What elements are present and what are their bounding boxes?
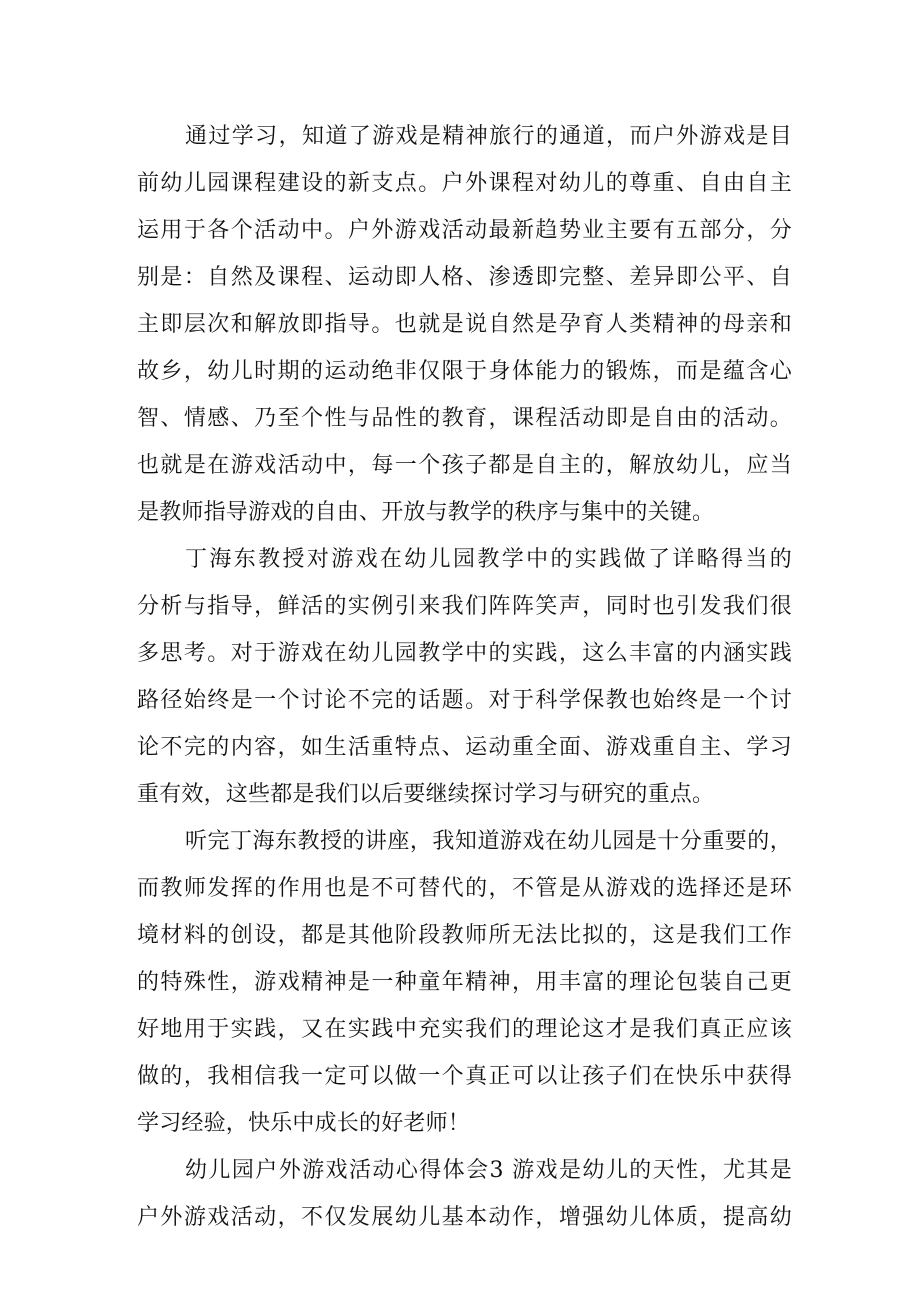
paragraph [137,113,792,536]
text-line: 丁海东教授对游戏在幼儿园教学中的实践做了详略得当的 [185,547,792,572]
text-line: 别是：自然及课程、运动即人格、渗透即完整、差异即公平、自 [137,265,792,290]
document-body [137,113,792,1241]
text-line: 听完丁海东教授的讲座，我知道游戏在幼儿园是十分重要的， [185,829,792,854]
text-line: 好地用于实践，又在实践中充实我们的理论这才是我们真正应该 [137,1017,792,1042]
text-line: 是教师指导游戏的自由、开放与教学的秩序与集中的关键。 [137,500,715,525]
text-line: 故乡，幼儿时期的运动绝非仅限于身体能力的锻炼，而是蕴含心 [137,359,792,384]
text-line: 重有效，这些都是我们以后要继续探讨学习与研究的重点。 [137,782,715,807]
text-line: 的特殊性，游戏精神是一种童年精神，用丰富的理论包装自己更 [137,970,792,995]
paragraph [137,818,792,1147]
text-line: 也就是在游戏活动中，每一个孩子都是自主的，解放幼儿，应当 [137,453,792,478]
text-line: 户外游戏活动，不仅发展幼儿基本动作，增强幼儿体质，提高幼 [137,1205,792,1230]
text-line: 路径始终是一个讨论不完的话题。对于科学保教也始终是一个讨 [137,688,792,713]
text-line: 而教师发挥的作用也是不可替代的，不管是从游戏的选择还是环 [137,876,792,901]
text-line: 论不完的内容，如生活重特点、运动重全面、游戏重自主、学习 [137,735,792,760]
text-line: 学习经验，快乐中成长的好老师！ [137,1111,471,1136]
paragraph [137,1147,792,1241]
text-line: 境材料的创设，都是其他阶段教师所无法比拟的，这是我们工作 [137,923,792,948]
text-line: 幼儿园户外游戏活动心得体会3 游戏是幼儿的天性，尤其是 [185,1158,792,1183]
text-line: 做的，我相信我一定可以做一个真正可以让孩子们在快乐中获得 [137,1064,792,1089]
text-line: 通过学习，知道了游戏是精神旅行的通道，而户外游戏是目 [185,124,792,149]
text-line: 运用于各个活动中。户外游戏活动最新趋势业主要有五部分，分 [137,218,792,243]
text-line: 智、情感、乃至个性与品性的教育，课程活动即是自由的活动。 [137,406,792,431]
text-line: 前幼儿园课程建设的新支点。户外课程对幼儿的尊重、自由自主 [137,171,792,196]
paragraph [137,536,792,818]
text-line: 主即层次和解放即指导。也就是说自然是孕育人类精神的母亲和 [137,312,792,337]
text-line: 分析与指导，鲜活的实例引来我们阵阵笑声，同时也引发我们很 [137,594,792,619]
text-line: 多思考。对于游戏在幼儿园教学中的实践，这么丰富的内涵实践 [137,641,792,666]
